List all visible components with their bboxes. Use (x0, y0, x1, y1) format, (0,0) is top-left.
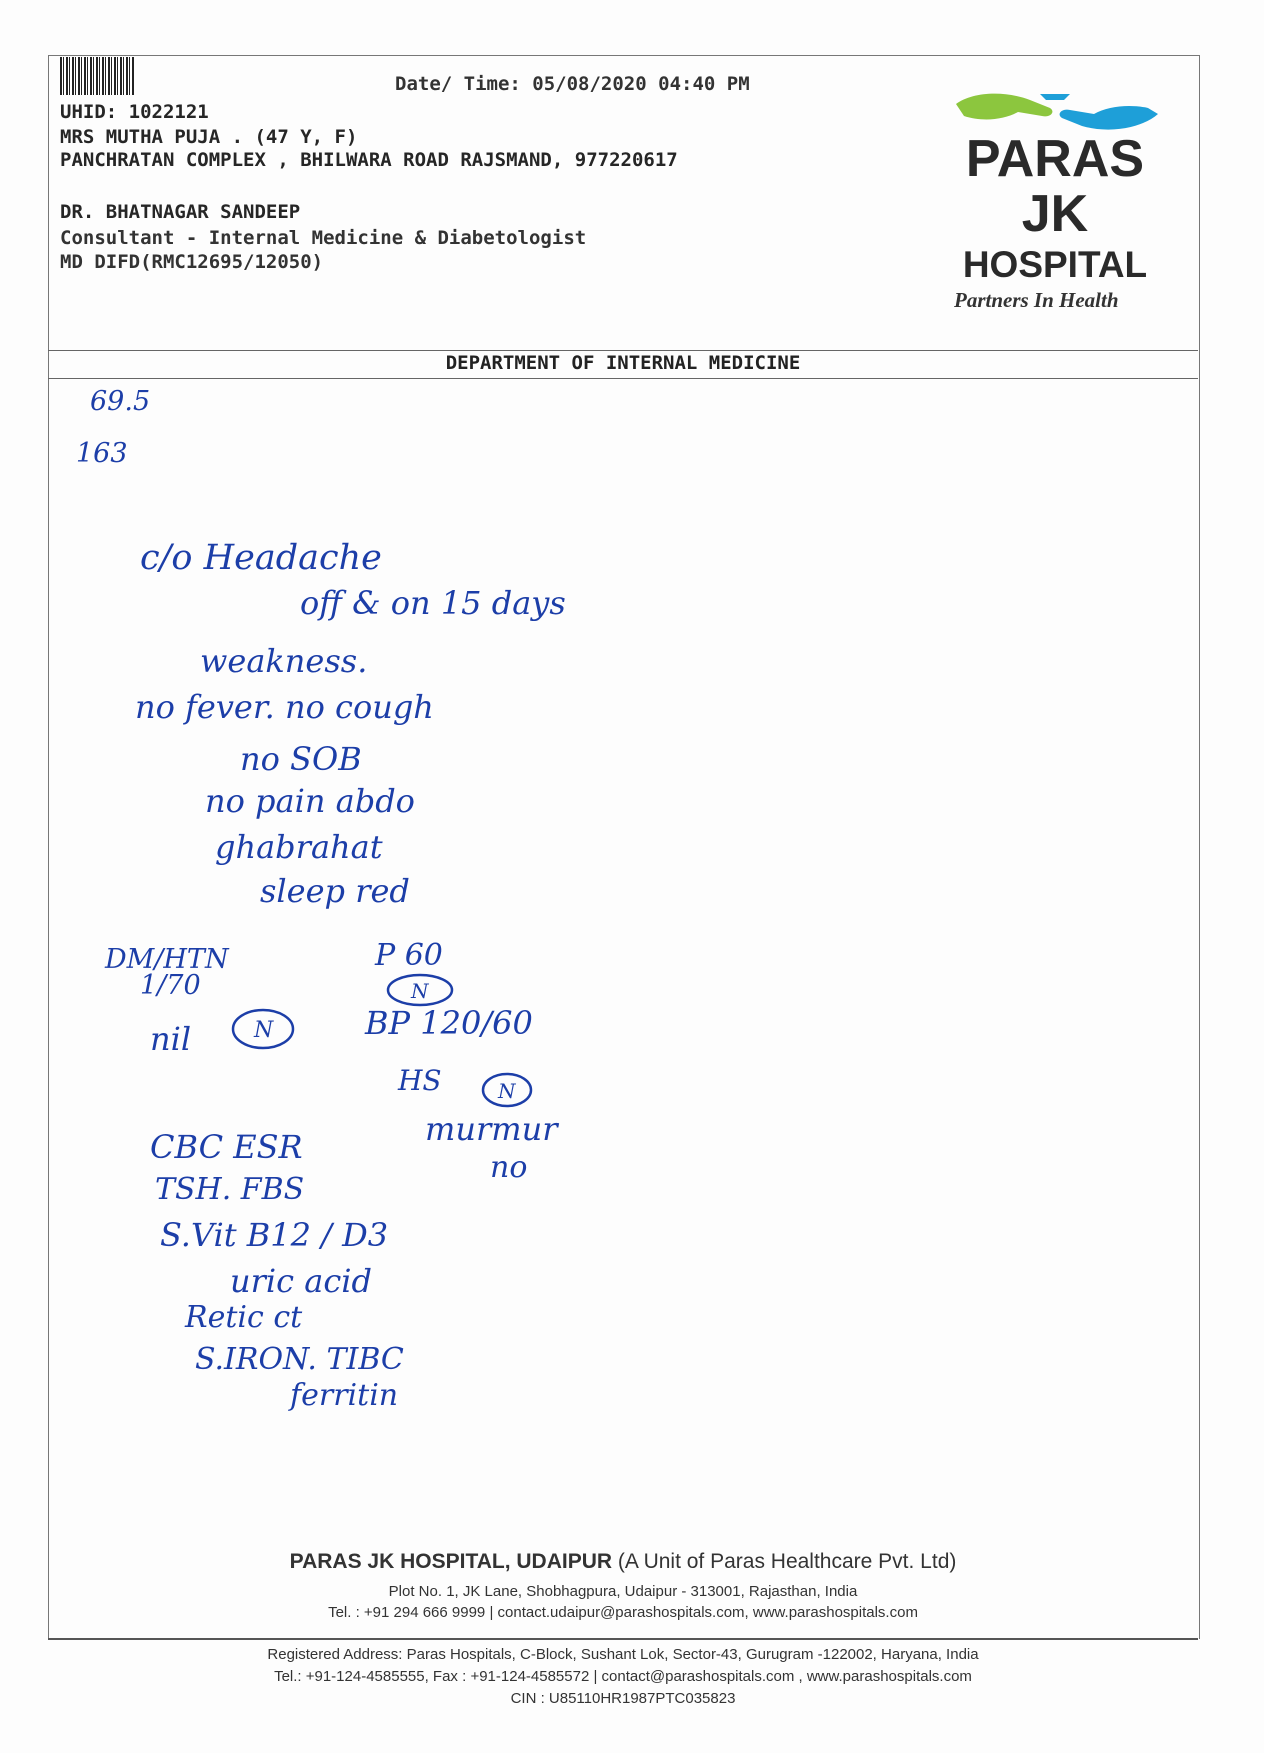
complaint-line: ghabrahat (215, 828, 383, 866)
circled-mark (478, 1070, 536, 1110)
cin-number: CIN : U85110HR1987PTC035823 (510, 1690, 736, 1707)
date-time (395, 73, 750, 95)
investigation-line: Retic ct (185, 1300, 303, 1335)
complaint-line: no pain abdo (205, 782, 415, 820)
complaint-line: no fever. no cough (135, 688, 434, 726)
investigation-line: S.IRON. TIBC (195, 1342, 404, 1377)
exam-line: no (490, 1150, 528, 1185)
footer-org-name: PARAS JK HOSPITAL, UDAIPUR (289, 1550, 613, 1573)
footer-divider (48, 1638, 1198, 1640)
exam-line: BP 120/60 (365, 1004, 533, 1042)
doctor-title: Consultant - Internal Medicine & Diabetologist (60, 227, 587, 249)
doctor-registration: MD DIFD(RMC12695/12050) (60, 251, 324, 273)
investigation-line: uric acid (230, 1262, 372, 1300)
history-line: nil (150, 1020, 192, 1058)
divider-top (48, 350, 1198, 351)
note-height: 163 (76, 438, 128, 469)
registered-contact: Tel.: +91-124-4585555, Fax : +91-124-4585572 | contact@parashospitals.com , www.parashospitals.com (274, 1668, 972, 1685)
svg-text:N: N (498, 1079, 516, 1103)
patient-address: PANCHRATAN COMPLEX , BHILWARA ROAD RAJSMAND, 977220617 (60, 149, 678, 171)
complaint-line: sleep red (260, 872, 410, 910)
department-title: DEPARTMENT OF INTERNAL MEDICINE (445, 352, 801, 374)
history-line: 1/70 (140, 970, 201, 1001)
history-line: DM/HTN (105, 944, 229, 975)
footer-address: Plot No. 1, JK Lane, Shobhagpura, Udaipur - 313001, Rajasthan, India (388, 1583, 858, 1600)
exam-line: murmur (425, 1110, 558, 1148)
complaint-line: weakness. (200, 642, 368, 680)
doctor-name: DR. BHATNAGAR SANDEEP (60, 201, 301, 223)
logo-text-paras: PARAS (965, 130, 1145, 188)
logo-text-hospital: HOSPITAL (962, 244, 1148, 285)
footer-contact: Tel. : +91 294 666 9999 | contact.udaipur@parashospitals.com, www.parashospitals.com (328, 1604, 918, 1621)
uhid: UHID: 1022121 (60, 101, 209, 123)
logo-tagline: Partners In Health (954, 288, 1119, 312)
divider-bottom (48, 378, 1198, 379)
barcode (60, 57, 134, 95)
complaint-line: no SOB (240, 740, 362, 778)
circled-mark (228, 1004, 298, 1054)
exam-line: P 60 (375, 938, 443, 973)
svg-text:N: N (411, 979, 429, 1003)
date-time-label: Date/ Time: (395, 73, 521, 95)
complaint-line: c/o Headache (140, 538, 382, 578)
investigation-line: CBC ESR (150, 1128, 303, 1166)
investigation-line: ferritin (290, 1378, 399, 1413)
note-weight: 69.5 (90, 386, 151, 417)
complaint-line: off & on 15 days (300, 584, 566, 622)
date-time-value: 05/08/2020 04:40 PM (532, 73, 750, 95)
investigation-line: TSH. FBS (155, 1172, 305, 1207)
footer-organization (48, 1550, 1198, 1574)
investigation-line: S.Vit B12 / D3 (160, 1216, 389, 1254)
registered-address: Registered Address: Paras Hospitals, C-Block, Sushant Lok, Sector-43, Gurugram -122002, Haryana, India (267, 1646, 979, 1663)
logo-text-jk: JK (1021, 185, 1089, 243)
svg-text:N: N (254, 1018, 274, 1043)
patient-name: MRS MUTHA PUJA . (47 Y, F) (60, 126, 358, 148)
footer-org-unit: (A Unit of Paras Healthcare Pvt. Ltd) (617, 1550, 957, 1573)
exam-line: HS (398, 1064, 442, 1097)
